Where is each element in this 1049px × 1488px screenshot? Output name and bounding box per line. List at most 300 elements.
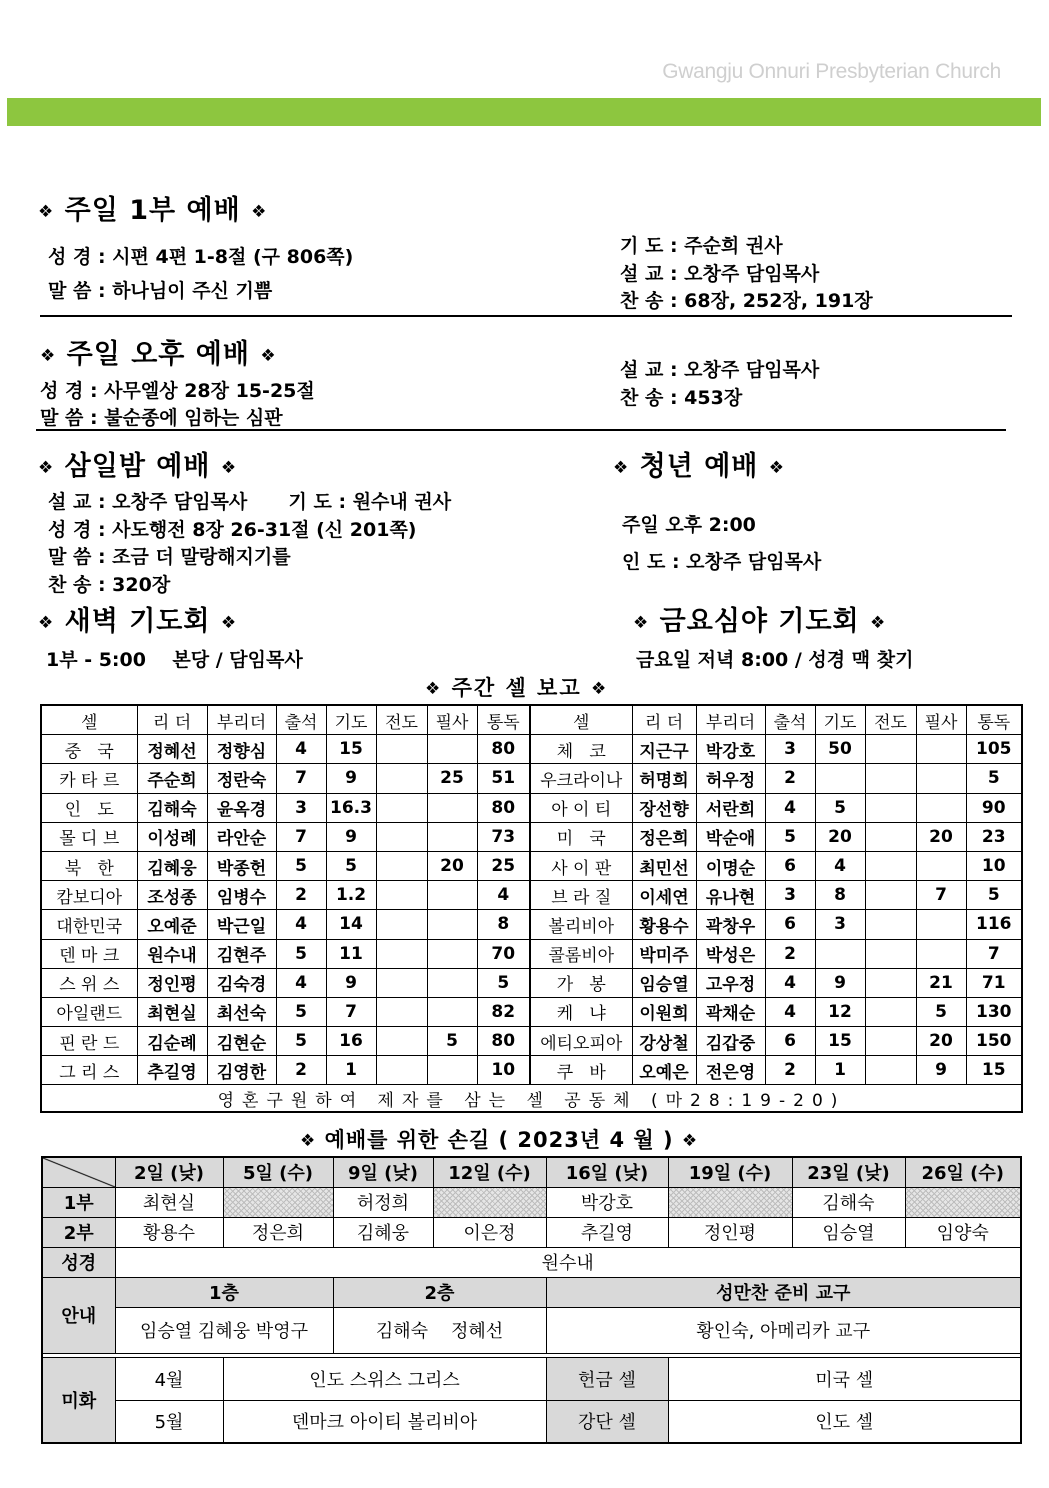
church-name: Gwangju Onnuri Presbyterian Church: [662, 60, 1001, 83]
cell-report-row: [41, 968, 1022, 997]
cell-report-row: [41, 939, 1022, 968]
cell-value: 2: [765, 939, 815, 968]
cell-value: 20: [916, 1027, 966, 1056]
cell-name: 인 도: [41, 793, 137, 822]
cell-value: [376, 968, 427, 997]
cell-value: 2: [765, 764, 815, 793]
cell-value: 4: [276, 910, 326, 939]
wednesday-sermon: 오창주 담임목사: [112, 491, 248, 513]
wednesday-word-row: [48, 542, 291, 569]
duty-cell: 김혜웅: [333, 1217, 433, 1247]
label: 말 씀 :: [40, 407, 98, 429]
cell-value: 2: [276, 1056, 326, 1085]
cell-value: 51: [477, 764, 530, 793]
cell-value: [865, 793, 916, 822]
flower-role: 헌금 셀: [546, 1357, 668, 1400]
cell-value: 박미주: [632, 939, 696, 968]
label: 설 교 :: [620, 359, 678, 381]
cell-name: 몰 디 브: [41, 822, 137, 851]
cell-value: 이세연: [632, 881, 696, 910]
cell-name: 캄보디아: [41, 881, 137, 910]
duty-cell: 김해숙: [792, 1187, 905, 1217]
label: 성 경 :: [48, 519, 106, 541]
label: 설 교 :: [48, 491, 106, 513]
cell-value: 주순희: [137, 764, 207, 793]
duty-cell: 추길영: [546, 1217, 668, 1247]
cell-value: 20: [916, 822, 966, 851]
diamond-icon: ❖: [40, 345, 57, 366]
duty-cell: 박강호: [546, 1187, 668, 1217]
guide-floor2: 2층: [333, 1277, 546, 1307]
cell-name: 콜롬비아: [530, 939, 632, 968]
cell-value: 박근일: [207, 910, 276, 939]
cell-value: 4: [276, 735, 326, 764]
cell-value: 정혜선: [137, 735, 207, 764]
cell-value: 7: [276, 764, 326, 793]
cell-report-header: 셀: [530, 705, 632, 735]
row-label: 1부: [42, 1187, 115, 1217]
cell-value: 정은희: [632, 822, 696, 851]
cell-report-header: 기도: [815, 705, 865, 735]
duty-guide-head-row: [42, 1277, 1021, 1307]
cell-name: 쿠 바: [530, 1056, 632, 1085]
cell-value: [865, 764, 916, 793]
cell-value: 25: [477, 851, 530, 880]
duty-cell: 임양숙: [905, 1217, 1021, 1247]
wednesday-prayer: 원수내 권사: [352, 491, 452, 513]
cell-value: 지근구: [632, 735, 696, 764]
afternoon-sermon: 오창주 담임목사: [684, 359, 820, 381]
cell-value: 4: [765, 968, 815, 997]
flower-role: 강단 셀: [546, 1400, 668, 1443]
diamond-icon: ❖: [768, 457, 786, 478]
wednesday-word: 조금 더 말랑해지기를: [112, 546, 291, 568]
duty-flower-row-1: [42, 1357, 1021, 1400]
cell-name: 중 국: [41, 735, 137, 764]
cell-value: [376, 764, 427, 793]
cell-value: 5: [966, 881, 1022, 910]
dawn-info: 1부 - 5:00 본당 / 담임목사: [46, 649, 303, 671]
cell-value: 3: [765, 881, 815, 910]
cell-value: [427, 910, 477, 939]
cell-value: 김현주: [207, 939, 276, 968]
cell-value: 5: [966, 764, 1022, 793]
date-header: 2일 (낮): [115, 1157, 223, 1187]
cell-value: 4: [477, 881, 530, 910]
cell-value: 2: [276, 881, 326, 910]
label: 설 교 :: [620, 263, 678, 285]
duty-row-1: [42, 1187, 1021, 1217]
dawn-title: 새벽 기도회: [64, 606, 211, 637]
diamond-icon: ❖: [681, 1131, 699, 1151]
cell-value: 5: [477, 968, 530, 997]
cell-value: [916, 939, 966, 968]
cell-value: 1: [326, 1056, 376, 1085]
duty-cell: 정인평: [668, 1217, 792, 1247]
row-label: 2부: [42, 1217, 115, 1247]
cell-value: 5: [815, 793, 865, 822]
cell-value: 임승열: [632, 968, 696, 997]
cell-value: 추길영: [137, 1056, 207, 1085]
cell-value: [815, 764, 865, 793]
cell-value: 원수내: [137, 939, 207, 968]
cell-name: 볼리비아: [530, 910, 632, 939]
cell-value: 정인평: [137, 968, 207, 997]
guide-floor1: 1층: [115, 1277, 333, 1307]
duty-cell: 임승열: [792, 1217, 905, 1247]
guide-communion-names: 황인숙, 아메리카 교구: [546, 1307, 1021, 1353]
cell-value: 25: [427, 764, 477, 793]
friday-info: 금요일 저녁 8:00 / 성경 맥 찾기: [636, 649, 914, 671]
cell-value: 21: [916, 968, 966, 997]
duty-title: 예배를 위한 손길 ( 2023년 4 월 ): [324, 1128, 674, 1152]
cell-report-header: 기도: [326, 705, 376, 735]
cell-value: 정란숙: [207, 764, 276, 793]
bible-reader: 원수내: [115, 1247, 1021, 1277]
cell-value: 4: [815, 851, 865, 880]
cell-report-footer: 영혼구원하여 제자를 삼는 셀 공동체 (마28:19-20): [41, 1085, 1022, 1113]
cell-name: 그 리 스: [41, 1056, 137, 1085]
dawn-title-wrap: [38, 599, 237, 638]
label: 찬 송 :: [620, 387, 678, 409]
cell-name: 브 라 질: [530, 881, 632, 910]
afternoon-word: 불순종에 임하는 심판: [104, 407, 283, 429]
cell-value: 80: [477, 1027, 530, 1056]
date-header: 26일 (수): [905, 1157, 1021, 1187]
cell-report-header: 출석: [765, 705, 815, 735]
cell-value: [865, 851, 916, 880]
cell-report-header: 전도: [865, 705, 916, 735]
cell-value: 3: [276, 793, 326, 822]
row-label: 성경: [42, 1247, 115, 1277]
wednesday-hymn-row: [48, 570, 170, 597]
diamond-icon: ❖: [220, 612, 238, 633]
duty-cell: 황용수: [115, 1217, 223, 1247]
cell-value: 황용수: [632, 910, 696, 939]
diamond-icon: ❖: [251, 201, 268, 222]
cell-value: 8: [815, 881, 865, 910]
cell-value: 9: [326, 764, 376, 793]
cell-report-header: 출석: [276, 705, 326, 735]
cell-value: 7: [916, 881, 966, 910]
cell-value: 23: [966, 822, 1022, 851]
cell-value: 장선향: [632, 793, 696, 822]
cell-value: 곽채순: [696, 997, 765, 1026]
cell-value: [865, 1027, 916, 1056]
cell-value: 5: [326, 851, 376, 880]
cell-value: [865, 968, 916, 997]
cell-value: 80: [477, 793, 530, 822]
wednesday-scripture-row: [48, 515, 416, 542]
cell-value: 김갑중: [696, 1027, 765, 1056]
cell-name: 대한민국: [41, 910, 137, 939]
cell-name: 에티오피아: [530, 1027, 632, 1056]
friday-title: 금요심야 기도회: [659, 606, 860, 637]
cell-value: [376, 735, 427, 764]
cell-report-header: 필사: [427, 705, 477, 735]
cell-value: [376, 1056, 427, 1085]
cell-value: 90: [966, 793, 1022, 822]
cell-value: 7: [966, 939, 1022, 968]
cell-value: 11: [326, 939, 376, 968]
cell-value: 5: [916, 997, 966, 1026]
diamond-icon: ❖: [633, 612, 650, 633]
cell-value: 5: [276, 997, 326, 1026]
cell-value: 라안순: [207, 822, 276, 851]
cell-value: 1: [815, 1056, 865, 1085]
duty-cell-empty: [668, 1187, 792, 1217]
cell-value: 오예은: [632, 1056, 696, 1085]
cell-value: 임병수: [207, 881, 276, 910]
cell-value: 조성종: [137, 881, 207, 910]
cell-value: 70: [477, 939, 530, 968]
cell-name: 사 이 판: [530, 851, 632, 880]
afternoon-scripture: 사무엘상 28장 15-25절: [104, 380, 315, 402]
cell-report-header: 통독: [477, 705, 530, 735]
cell-value: 5: [427, 1027, 477, 1056]
cell-value: 15: [326, 735, 376, 764]
cell-value: 5: [276, 1027, 326, 1056]
sunday1-prayer: 주순희 권사: [684, 235, 783, 257]
cell-name: 체 코: [530, 735, 632, 764]
diamond-icon: ❖: [38, 457, 55, 478]
cell-report-header: 부리더: [696, 705, 765, 735]
cell-value: [427, 793, 477, 822]
cell-value: 3: [815, 910, 865, 939]
cell-value: 3: [765, 735, 815, 764]
sunday1-sermon: 오창주 담임목사: [684, 263, 820, 285]
cell-name: 카 타 르: [41, 764, 137, 793]
cell-value: 5: [276, 939, 326, 968]
cell-value: 윤옥경: [207, 793, 276, 822]
cell-name: 케 냐: [530, 997, 632, 1026]
afternoon-title: 주일 오후 예배: [66, 339, 250, 370]
label: 성 경 :: [48, 246, 106, 268]
date-header: 16일 (낮): [546, 1157, 668, 1187]
cell-report-row: [41, 1027, 1022, 1056]
sunday1-hymn-row: [620, 286, 873, 313]
cell-value: 김해숙: [137, 793, 207, 822]
cell-value: 150: [966, 1027, 1022, 1056]
duty-table: [41, 1156, 1022, 1444]
cell-report-row: [41, 881, 1022, 910]
sunday1-hymn: 68장, 252장, 191장: [684, 290, 873, 312]
diamond-icon: ❖: [260, 345, 277, 366]
cell-name: 미 국: [530, 822, 632, 851]
diamond-icon: ❖: [220, 457, 238, 478]
cell-value: [865, 1056, 916, 1085]
wednesday-hymn: 320장: [112, 574, 171, 596]
cell-value: [916, 851, 966, 880]
cell-report-header: 리 더: [632, 705, 696, 735]
sunday1-scripture: 시편 4편 1-8절 (구 806쪽): [112, 246, 354, 268]
cell-report-row: [41, 997, 1022, 1026]
cell-value: [865, 735, 916, 764]
duty-bible-row: [42, 1247, 1021, 1277]
cell-value: [427, 968, 477, 997]
cell-report-row: [41, 910, 1022, 939]
label: 말 씀 :: [48, 280, 106, 302]
cell-value: 9: [916, 1056, 966, 1085]
cell-report-table: [40, 704, 1023, 1113]
cell-name: 아일랜드: [41, 997, 137, 1026]
afternoon-title-wrap: [40, 332, 277, 371]
cell-value: 허우정: [696, 764, 765, 793]
duty-flower-row-2: [42, 1400, 1021, 1443]
cell-value: 12: [815, 997, 865, 1026]
afternoon-scripture-row: [40, 376, 315, 403]
cell-value: 82: [477, 997, 530, 1026]
cell-value: [376, 822, 427, 851]
cell-value: [427, 735, 477, 764]
cell-report-header: 부리더: [207, 705, 276, 735]
cell-value: 박강호: [696, 735, 765, 764]
sunday1-prayer-row: [620, 231, 783, 258]
cell-value: 73: [477, 822, 530, 851]
cell-report-row: [41, 822, 1022, 851]
cell-report-row: [41, 851, 1022, 880]
cell-value: 2: [765, 1056, 815, 1085]
wednesday-sermon-row: [48, 487, 451, 514]
cell-value: [916, 764, 966, 793]
cell-name: 우크라이나: [530, 764, 632, 793]
cell-value: [427, 881, 477, 910]
cell-value: [427, 1056, 477, 1085]
sunday1-scripture-row: [48, 242, 353, 269]
cell-value: 4: [765, 997, 815, 1026]
cell-report-row: [41, 735, 1022, 764]
duty-cell-empty: [905, 1187, 1021, 1217]
cell-value: [427, 822, 477, 851]
diamond-icon: ❖: [425, 679, 443, 699]
cell-value: 1.2: [326, 881, 376, 910]
cell-report-header: 필사: [916, 705, 966, 735]
cell-value: 강상철: [632, 1027, 696, 1056]
duty-cell: 이은정: [433, 1217, 546, 1247]
cell-value: 50: [815, 735, 865, 764]
flower-month: 5월: [115, 1400, 223, 1443]
cell-value: 116: [966, 910, 1022, 939]
cell-value: 5: [276, 851, 326, 880]
diamond-icon: ❖: [870, 612, 887, 633]
guide-communion: 성만찬 준비 교구: [546, 1277, 1021, 1307]
cell-value: 김현순: [207, 1027, 276, 1056]
diamond-icon: ❖: [613, 457, 630, 478]
cell-value: 6: [765, 1027, 815, 1056]
flower-cells: 덴마크 아이티 볼리비아: [223, 1400, 546, 1443]
cell-value: [376, 881, 427, 910]
cell-value: 김순례: [137, 1027, 207, 1056]
date-header: 9일 (낮): [333, 1157, 433, 1187]
cell-report-title: 주간 셀 보고: [451, 676, 582, 700]
divider: [36, 429, 1006, 431]
diamond-icon: ❖: [38, 201, 55, 222]
cell-value: 9: [326, 968, 376, 997]
duty-title-wrap: [300, 1124, 698, 1154]
cell-value: [916, 793, 966, 822]
cell-name: 가 봉: [530, 968, 632, 997]
cell-report-header-row: [41, 705, 1022, 735]
cell-report-title-wrap: [425, 672, 608, 702]
cell-value: [865, 939, 916, 968]
sunday1-sermon-row: [620, 259, 819, 286]
cell-value: [865, 881, 916, 910]
flower-cell: 미국 셀: [668, 1357, 1021, 1400]
flower-cells: 인도 스위스 그리스: [223, 1357, 546, 1400]
row-label: 안내: [42, 1277, 115, 1353]
cell-value: [376, 1027, 427, 1056]
cell-value: 김혜웅: [137, 851, 207, 880]
cell-value: 9: [815, 968, 865, 997]
date-header: 5일 (수): [223, 1157, 333, 1187]
cell-value: 박순애: [696, 822, 765, 851]
afternoon-sermon-row: [620, 355, 819, 382]
cell-value: 허명희: [632, 764, 696, 793]
duty-guide-names-row: [42, 1307, 1021, 1353]
cell-value: 박성은: [696, 939, 765, 968]
afternoon-hymn-row: [620, 383, 742, 410]
cell-value: 고우정: [696, 968, 765, 997]
cell-value: 16.3: [326, 793, 376, 822]
cell-report-row: [41, 793, 1022, 822]
wednesday-scripture: 사도행전 8장 26-31절 (신 201쪽): [112, 519, 417, 541]
cell-value: 최현실: [137, 997, 207, 1026]
cell-value: 곽창우: [696, 910, 765, 939]
cell-value: 14: [326, 910, 376, 939]
cell-value: 이원희: [632, 997, 696, 1026]
cell-value: 최선숙: [207, 997, 276, 1026]
cell-value: 20: [815, 822, 865, 851]
cell-value: [376, 939, 427, 968]
label: 인 도 :: [622, 551, 680, 573]
duty-cell-empty: [433, 1187, 546, 1217]
divider: [40, 315, 1012, 317]
duty-cell: 정은희: [223, 1217, 333, 1247]
cell-report-row: [41, 1056, 1022, 1085]
cell-value: [376, 997, 427, 1026]
sunday1-title: 주일 1부 예배: [64, 195, 241, 226]
label: 기 도 :: [620, 235, 678, 257]
diamond-icon: ❖: [590, 679, 609, 699]
cell-value: 김숙경: [207, 968, 276, 997]
cell-value: 10: [477, 1056, 530, 1085]
youth-lead: 오창주 담임목사: [686, 551, 822, 573]
cell-value: [865, 997, 916, 1026]
sunday1-word-row: [48, 276, 272, 303]
sunday1-title-wrap: [38, 188, 267, 227]
label: 말 씀 :: [48, 546, 106, 568]
cell-value: 15: [815, 1027, 865, 1056]
cell-value: 10: [966, 851, 1022, 880]
flower-cell: 인도 셀: [668, 1400, 1021, 1443]
youth-title-wrap: [613, 444, 785, 483]
date-header: 23일 (낮): [792, 1157, 905, 1187]
cell-value: 15: [966, 1056, 1022, 1085]
cell-value: 105: [966, 735, 1022, 764]
duty-cell-empty: [223, 1187, 333, 1217]
cell-value: 전은영: [696, 1056, 765, 1085]
sunday1-word: 하나님이 주신 기쁨: [112, 280, 273, 302]
cell-value: 유나현: [696, 881, 765, 910]
wednesday-title-wrap: [38, 444, 237, 483]
cell-value: 6: [765, 851, 815, 880]
cell-report-header: 전도: [376, 705, 427, 735]
duty-row-2: [42, 1217, 1021, 1247]
youth-time: 주일 오후 2:00: [622, 514, 756, 536]
cell-value: 박종헌: [207, 851, 276, 880]
corner-cell: [42, 1157, 115, 1187]
guide-floor2-names: 김해숙 정혜선: [333, 1307, 546, 1353]
